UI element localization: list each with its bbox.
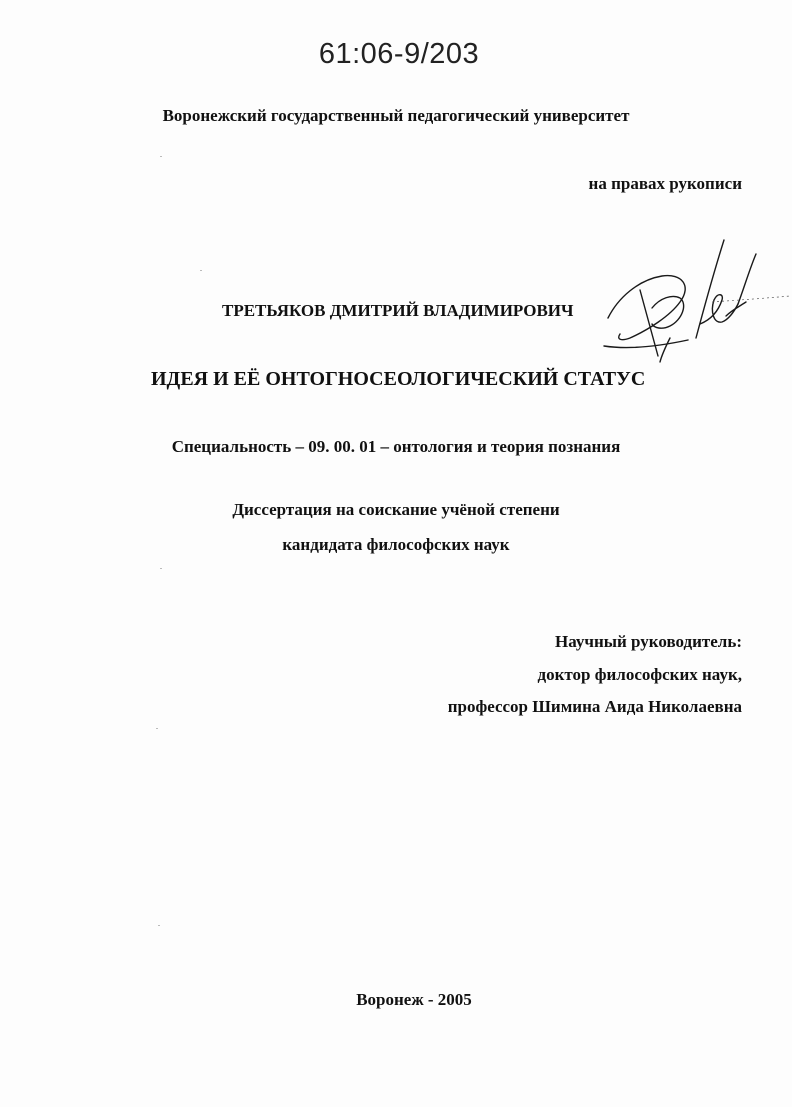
- catalog-number: 61:06-9/203: [318, 38, 480, 70]
- scan-speck: [158, 925, 160, 926]
- manuscript-note: на правах рукописи: [588, 174, 742, 193]
- specialty: Специальность – 09. 00. 01 – онтология и теория познания: [171, 437, 621, 456]
- degree-line-2: кандидата философских наук: [282, 535, 510, 554]
- scan-speck: [156, 728, 158, 729]
- university-name: Воронежский государственный педагогический университет: [162, 106, 630, 125]
- handwritten-signature-icon: [600, 228, 792, 370]
- scan-speck: [160, 156, 162, 157]
- scan-speck: [200, 270, 202, 271]
- supervisor-name: профессор Шимина Аида Николаевна: [447, 697, 742, 716]
- dissertation-title: ИДЕЯ И ЕЁ ОНТОГНОСЕОЛОГИЧЕСКИЙ СТАТУС: [151, 368, 646, 390]
- scan-speck: [160, 568, 162, 569]
- author-name: ТРЕТЬЯКОВ ДМИТРИЙ ВЛАДИМИРОВИЧ: [222, 301, 574, 320]
- supervisor-label: Научный руководитель:: [555, 632, 742, 651]
- supervisor-degree: доктор философских наук,: [537, 665, 742, 684]
- degree-line-1: Диссертация на соискание учёной степени: [232, 500, 560, 519]
- place-year: Воронеж - 2005: [356, 990, 472, 1009]
